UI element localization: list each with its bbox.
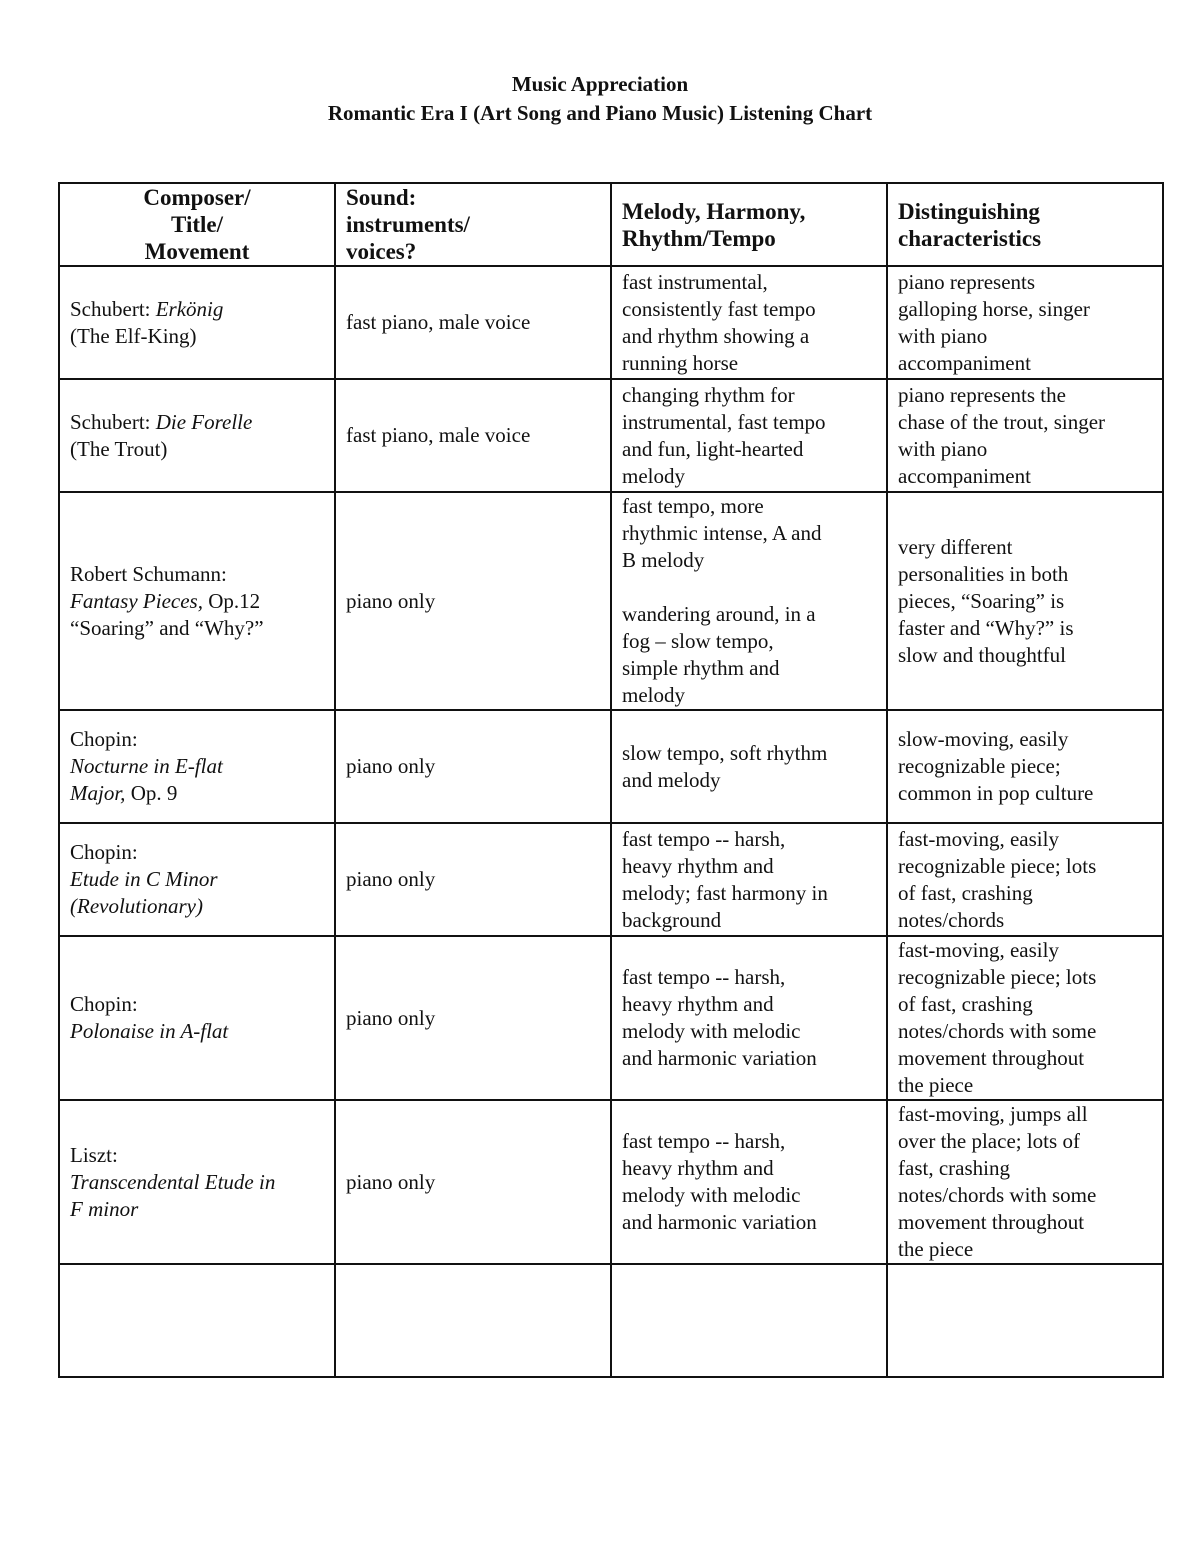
chart-title: Romantic Era I (Art Song and Piano Music) Listening Chart	[327, 101, 873, 125]
header-text: voices?	[346, 239, 417, 264]
work-subtitle: “Soaring” and “Why?”	[70, 615, 264, 640]
composer-cell	[59, 1100, 335, 1264]
composer-name: Chopin:	[70, 992, 138, 1016]
work-title: Transcendental Etude in	[70, 1169, 276, 1194]
cell-line: and harmonic variation	[622, 1046, 817, 1070]
composer-name: Liszt:	[70, 1142, 118, 1167]
table-row	[59, 492, 1163, 710]
composer-name: Chopin:	[70, 727, 138, 751]
cell-line: the piece	[898, 1237, 974, 1261]
table-row	[59, 936, 1163, 1100]
header-text: Movement	[144, 239, 250, 264]
table-row	[59, 710, 1163, 823]
cell-line: pieces, “Soaring” is	[898, 588, 1065, 613]
cell-line: over the place; lots of	[898, 1129, 1080, 1153]
work-title: Die Forelle	[155, 409, 253, 434]
table-row	[59, 266, 1163, 379]
melody-cell	[611, 936, 887, 1100]
cell-line: piano represents	[898, 269, 1036, 294]
cell-line: piano represents the	[898, 382, 1066, 407]
work-opus: Op. 9	[125, 781, 178, 805]
cell-line: slow and thoughtful	[898, 642, 1066, 667]
header-text: Distinguishing	[898, 198, 1040, 224]
header-distinguishing	[887, 183, 1163, 266]
composer-cell	[59, 492, 335, 710]
sound-cell: piano only	[335, 492, 611, 710]
empty-table-row	[59, 1264, 1163, 1377]
cell-line: chase of the trout, singer	[898, 409, 1106, 434]
cell-line: personalities in both	[898, 561, 1069, 586]
cell-line: common in pop culture	[898, 781, 1094, 805]
cell-line: notes/chords with some	[898, 1019, 1097, 1043]
header-text: Melody, Harmony,	[622, 198, 806, 224]
cell-line: melody with melodic	[622, 1183, 801, 1207]
composer-cell	[59, 379, 335, 492]
cell-line: consistently fast tempo	[622, 296, 816, 321]
cell-line: fast tempo, more	[622, 494, 764, 518]
cell-line: fast tempo -- harsh,	[622, 965, 786, 989]
melody-cell	[611, 710, 887, 823]
composer-cell	[59, 266, 335, 379]
cell-line: with piano	[898, 323, 988, 348]
cell-line: B melody	[622, 548, 705, 572]
header-text: instruments/	[346, 212, 470, 237]
empty-cell	[887, 1264, 1163, 1377]
cell-line: slow tempo, soft rhythm	[622, 740, 828, 765]
distinguishing-cell	[887, 710, 1163, 823]
cell-line: fast-moving, jumps all	[898, 1102, 1088, 1126]
cell-line: fast tempo -- harsh,	[622, 826, 786, 851]
course-title: Music Appreciation	[511, 72, 689, 96]
distinguishing-cell	[887, 492, 1163, 710]
work-subtitle: (The Elf-King)	[70, 323, 197, 348]
melody-cell	[611, 823, 887, 936]
work-title: F minor	[70, 1196, 139, 1221]
empty-cell	[59, 1264, 335, 1377]
composer-name: Chopin:	[70, 840, 138, 864]
work-title: Nocturne in E-flat	[70, 754, 223, 778]
composer-name: Schubert:	[70, 409, 156, 434]
header-composer	[59, 183, 335, 266]
cell-line: with piano	[898, 436, 988, 461]
cell-line: accompaniment	[898, 350, 1031, 375]
sound-cell: fast piano, male voice	[335, 266, 611, 379]
cell-line: and melody	[622, 767, 721, 792]
empty-cell	[611, 1264, 887, 1377]
empty-cell	[335, 1264, 611, 1377]
header-text: Sound:	[346, 185, 417, 210]
cell-line: melody; fast harmony in	[622, 880, 828, 905]
cell-line: fast-moving, easily	[898, 938, 1059, 962]
composer-cell	[59, 823, 335, 936]
cell-line: fog – slow tempo,	[622, 629, 774, 653]
cell-line: of fast, crashing	[898, 880, 1033, 905]
work-title: Fantasy Pieces,	[70, 588, 203, 613]
table-row	[59, 823, 1163, 936]
cell-line: recognizable piece; lots	[898, 853, 1097, 878]
cell-line: recognizable piece;	[898, 754, 1061, 778]
cell-line: melody with melodic	[622, 1019, 801, 1043]
work-title: Major,	[70, 781, 126, 805]
cell-line: galloping horse, singer	[898, 296, 1090, 321]
header-text: Rhythm/Tempo	[622, 225, 776, 251]
work-opus: Op.12	[202, 588, 261, 613]
cell-line: fast tempo -- harsh,	[622, 1129, 786, 1153]
distinguishing-cell	[887, 266, 1163, 379]
cell-line: the piece	[898, 1073, 974, 1097]
cell-line: and harmonic variation	[622, 1210, 817, 1234]
sound-cell: fast piano, male voice	[335, 379, 611, 492]
cell-line: background	[622, 907, 722, 932]
melody-cell	[611, 1100, 887, 1264]
cell-line: rhythmic intense, A and	[622, 521, 822, 545]
cell-line: instrumental, fast tempo	[622, 409, 826, 434]
sound-cell: piano only	[335, 936, 611, 1100]
cell-line: melody	[622, 463, 685, 488]
document-header	[0, 70, 1200, 128]
header-text: characteristics	[898, 225, 1042, 251]
composer-cell	[59, 936, 335, 1100]
paragraph-gap	[622, 574, 876, 601]
cell-line: movement throughout	[898, 1046, 1085, 1070]
cell-line: simple rhythm and	[622, 656, 780, 680]
cell-line: heavy rhythm and	[622, 853, 774, 878]
table-row	[59, 379, 1163, 492]
cell-line: running horse	[622, 350, 739, 375]
sound-cell: piano only	[335, 710, 611, 823]
cell-line: and rhythm showing a	[622, 323, 810, 348]
cell-line: changing rhythm for	[622, 382, 795, 407]
cell-line: notes/chords with some	[898, 1183, 1097, 1207]
cell-line: accompaniment	[898, 463, 1031, 488]
melody-cell	[611, 492, 887, 710]
work-subtitle: (Revolutionary)	[70, 894, 203, 918]
listening-chart-table	[58, 182, 1164, 1378]
cell-line: melody	[622, 683, 685, 707]
composer-name: Schubert:	[70, 296, 156, 321]
distinguishing-cell	[887, 379, 1163, 492]
header-sound	[335, 183, 611, 266]
header-text: Title/	[171, 212, 223, 237]
cell-line: heavy rhythm and	[622, 992, 774, 1016]
cell-line: faster and “Why?” is	[898, 615, 1074, 640]
table-row	[59, 1100, 1163, 1264]
composer-name: Robert Schumann:	[70, 561, 227, 586]
cell-line: of fast, crashing	[898, 992, 1033, 1016]
cell-line: heavy rhythm and	[622, 1156, 774, 1180]
cell-line: fast instrumental,	[622, 269, 768, 294]
header-text: Composer/	[143, 185, 251, 210]
cell-line: fast-moving, easily	[898, 826, 1059, 851]
work-subtitle: (The Trout)	[70, 436, 168, 461]
cell-line: movement throughout	[898, 1210, 1085, 1234]
melody-cell	[611, 379, 887, 492]
cell-line: very different	[898, 534, 1013, 559]
composer-cell	[59, 710, 335, 823]
cell-line: wandering around, in a	[622, 602, 816, 626]
cell-line: recognizable piece; lots	[898, 965, 1097, 989]
sound-cell: piano only	[335, 823, 611, 936]
work-title: Polonaise in A-flat	[70, 1019, 229, 1043]
table-header-row	[59, 183, 1163, 266]
cell-line: and fun, light-hearted	[622, 436, 804, 461]
header-melody	[611, 183, 887, 266]
work-title: Etude in C Minor	[70, 867, 218, 891]
cell-line: fast, crashing	[898, 1156, 1010, 1180]
distinguishing-cell	[887, 936, 1163, 1100]
distinguishing-cell	[887, 1100, 1163, 1264]
sound-cell: piano only	[335, 1100, 611, 1264]
cell-line: slow-moving, easily	[898, 727, 1069, 751]
melody-cell	[611, 266, 887, 379]
cell-line: notes/chords	[898, 907, 1005, 932]
distinguishing-cell	[887, 823, 1163, 936]
work-title: Erkönig	[155, 296, 224, 321]
